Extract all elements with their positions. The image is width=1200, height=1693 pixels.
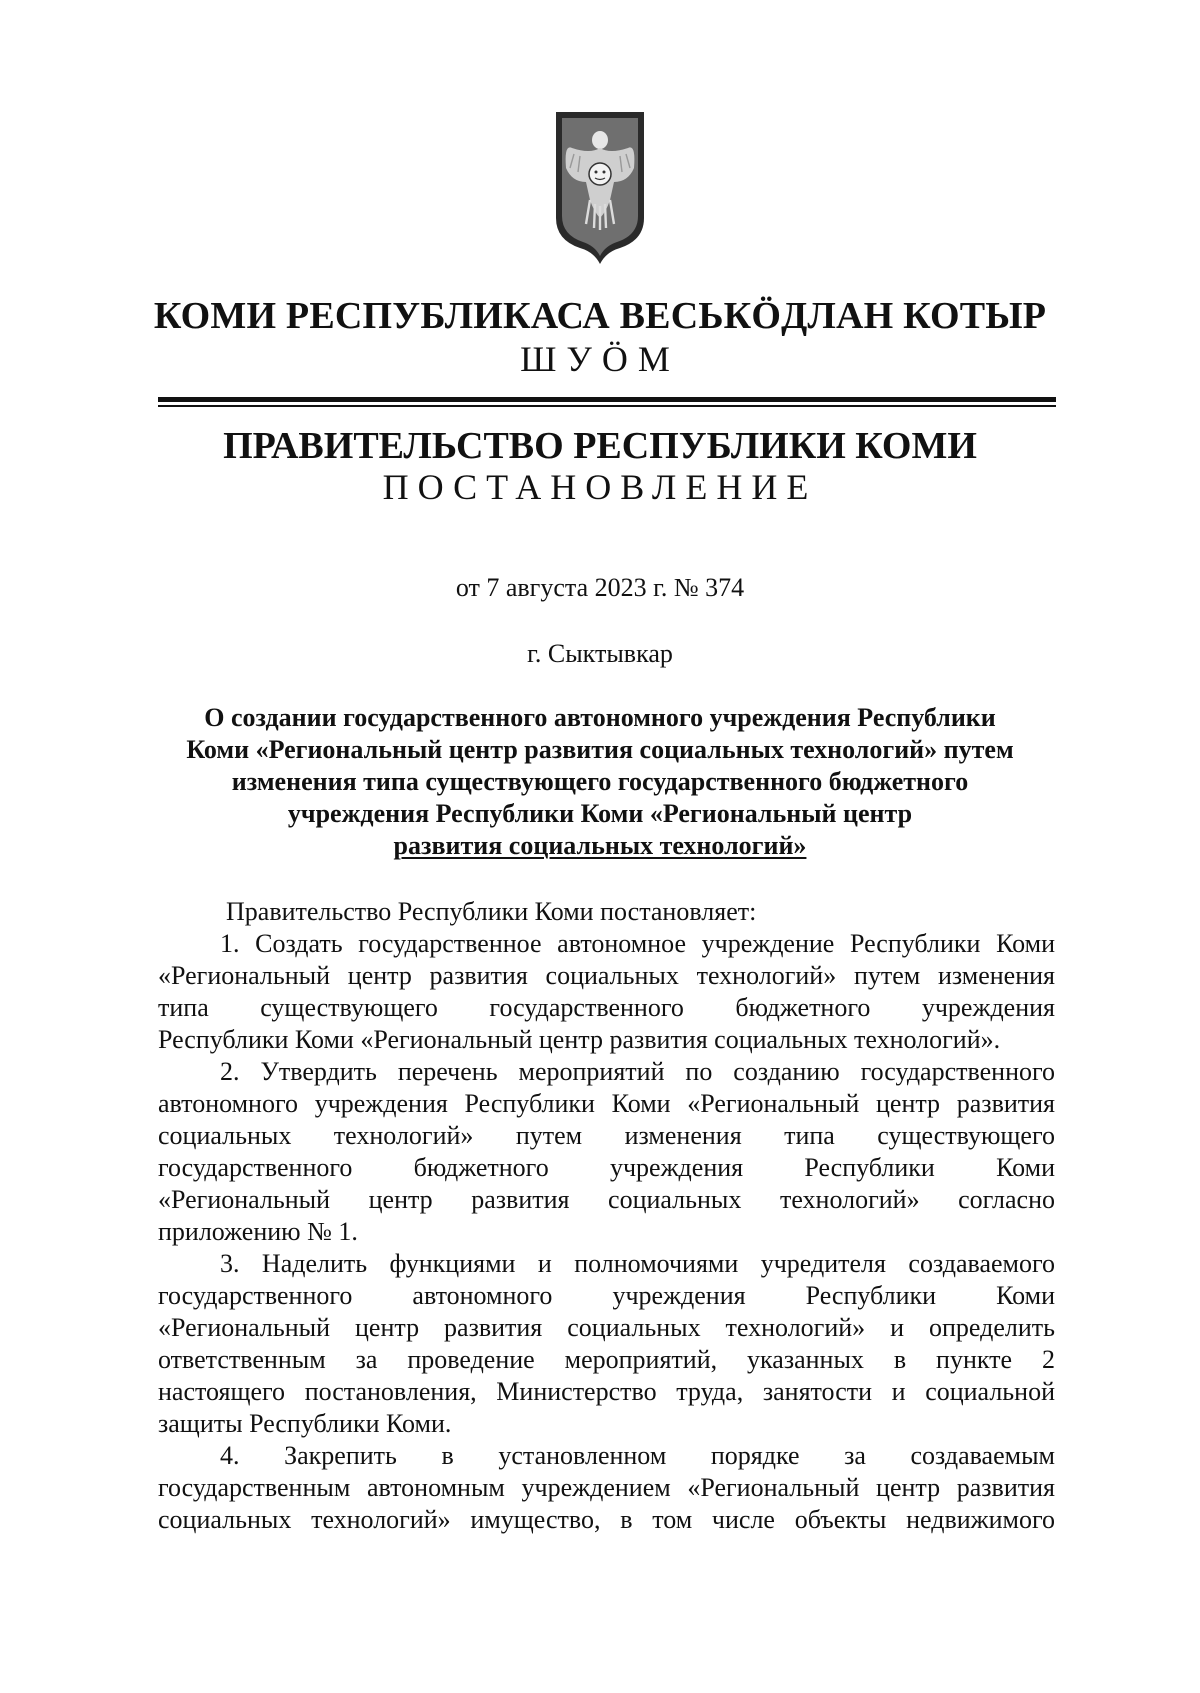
body-line: автономного учреждения Республики Коми «Региональный центр развития <box>158 1089 1055 1118</box>
body-line: 3. Наделить функциями и полномочиями учредителя создаваемого <box>220 1249 1055 1278</box>
subject-line: учреждения Республики Коми «Региональный центр <box>287 799 913 828</box>
header-divider-thick <box>158 397 1056 402</box>
document-date-number: от 7 августа 2023 г. № 374 <box>455 573 745 602</box>
body-line: 4. Закрепить в установленном порядке за создаваемым <box>220 1441 1055 1470</box>
document-city: г. Сыктывкар <box>527 639 673 668</box>
document-type: ПОСТАНОВЛЕНИЕ <box>382 467 818 507</box>
subject-line: изменения типа существующего государственного бюджетного <box>231 767 969 796</box>
body-line: Правительство Республики Коми постановляет: <box>226 897 757 926</box>
subject-line-underlined: развития социальных технологий» <box>393 831 807 860</box>
body-line: 2. Утвердить перечень мероприятий по созданию государственного <box>220 1057 1055 1086</box>
body-line: государственным автономным учреждением «Региональный центр развития <box>158 1473 1055 1502</box>
body-line: защиты Республики Коми. <box>158 1409 452 1438</box>
header-divider-thin <box>158 405 1056 407</box>
body-line: государственного бюджетного учреждения Республики Коми <box>158 1153 1055 1182</box>
coat-of-arms-emblem <box>550 108 650 266</box>
document-body <box>158 896 1055 1536</box>
subject-line: Коми «Региональный центр развития социальных технологий» путем <box>186 735 1014 764</box>
body-line: типа существующего государственного бюджетного учреждения <box>158 993 1055 1022</box>
government-title: ПРАВИТЕЛЬСТВО РЕСПУБЛИКИ КОМИ <box>223 425 977 467</box>
body-line: Республики Коми «Региональный центр развития социальных технологий». <box>158 1025 1001 1054</box>
body-line: «Региональный центр развития социальных технологий» и определить <box>158 1313 1055 1342</box>
body-line: государственного автономного учреждения Республики Коми <box>158 1281 1055 1310</box>
subject-line: О создании государственного автономного учреждения Республики <box>204 703 996 732</box>
body-line: социальных технологий» путем изменения типа существующего <box>158 1121 1055 1150</box>
document-subject <box>160 702 1040 862</box>
body-line: «Региональный центр развития социальных технологий» согласно <box>158 1185 1055 1214</box>
body-line: «Региональный центр развития социальных технологий» путем изменения <box>158 961 1055 990</box>
body-line: настоящего постановления, Министерство труда, занятости и социальной <box>158 1377 1055 1406</box>
body-line: социальных технологий» имущество, в том числе объекты недвижимого <box>158 1505 1055 1534</box>
body-line: ответственным за проведение мероприятий, указанных в пункте 2 <box>158 1345 1055 1374</box>
body-line: приложению № 1. <box>158 1217 358 1246</box>
komi-document-type: ШУӦМ <box>520 339 680 379</box>
body-line: 1. Создать государственное автономное учреждение Республики Коми <box>220 929 1055 958</box>
komi-government-title: КОМИ РЕСПУБЛИКАСА ВЕСЬКӦДЛАН КОТЫР <box>153 295 1047 337</box>
